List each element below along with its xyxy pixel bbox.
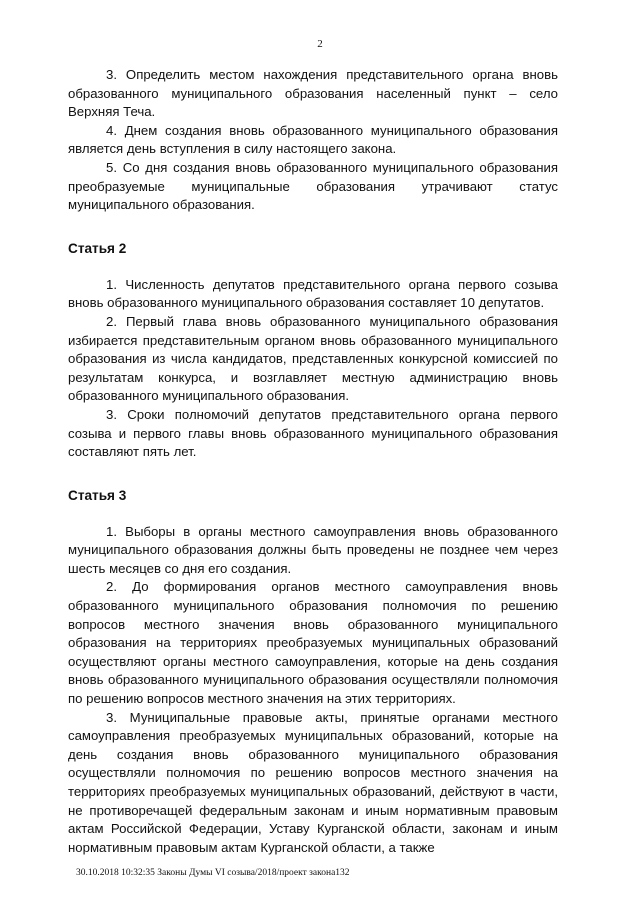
paragraph: 3. Определить местом нахождения представительного органа вновь образованного муниципального образования населенный пункт – село Верхняя Теча. (68, 67, 558, 120)
article-2-heading: Статья 2 (68, 240, 127, 256)
article-3-section (68, 487, 558, 858)
paragraph: 1. Численность депутатов представительного органа первого созыва вновь образованного муниципального образования составляет 10 депутатов. (68, 276, 558, 311)
article-2-section (68, 240, 558, 462)
document-footer: 30.10.2018 10:32:35 Законы Думы VI созыва/2018/проект закона132 (76, 868, 350, 878)
paragraph: 2. Первый глава вновь образованного муниципального образования избирается представительным органом вновь образованного муниципального образования из числа кандидатов, представленных конкурсной комиссией по результатам конкурса, и возглавляет местную администрацию вновь образованного муниципального образования. (68, 313, 558, 404)
paragraph: 4. Днем создания вновь образованного муниципального образования является день вступления в силу настоящего закона. (68, 122, 558, 157)
page-number: 2 (317, 38, 323, 50)
article-3-heading: Статья 3 (68, 487, 127, 503)
paragraph: 3. Сроки полномочий депутатов представительного органа первого созыва и первого главы вновь образованного муниципального образования составляют пять лет. (68, 406, 558, 460)
document-body (68, 66, 558, 857)
paragraph: 2. До формирования органов местного самоуправления вновь образованного муниципального образования полномочия по решению вопросов местного значения вновь образованного муниципального образования на территориях преобразуемых муниципальных образований осуществляют органы местного самоуправления, которые на день создания вновь образованного муниципального образования осуществляли полномочия по решению вопросов местного значения на этих территориях. (68, 579, 558, 707)
paragraph: 5. Со дня создания вновь образованного муниципального образования преобразуемые муниципальные образования утрачивают статус муниципального образования. (68, 159, 558, 213)
paragraph: 1. Выборы в органы местного самоуправления вновь образованного муниципального образования должны быть проведены не позднее чем через шесть месяцев со дня его создания. (68, 523, 558, 576)
intro-section (68, 66, 558, 215)
paragraph: 3. Муниципальные правовые акты, принятые органами местного самоуправления преобразуемых муниципальных образований, которые на день создания вновь образованного муниципального образования осуществляли полномочия по решению вопросов местного значения на территориях преобразуемых муниципальных образований, действуют в части, не противоречащей федеральным законам и иным нормативным правовым актам Российской Федерации, Уставу Курганской области, законам и иным нормативным правовым актам Курганской области, а также (68, 709, 558, 855)
